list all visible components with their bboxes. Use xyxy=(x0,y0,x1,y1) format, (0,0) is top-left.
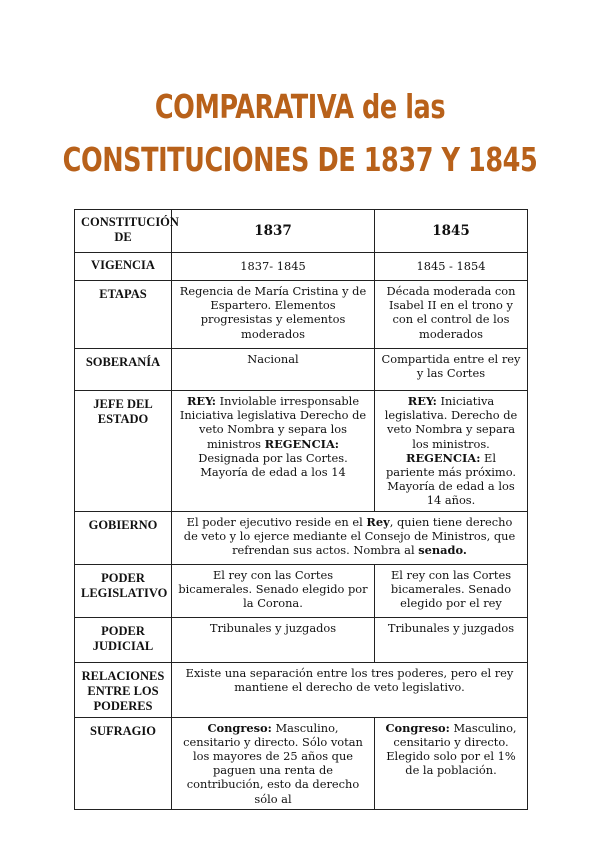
congreso-label: Congreso: xyxy=(385,720,450,735)
cell-legislativo-1845: El rey con las Cortes bicamerales. Senado elegido por el rey xyxy=(375,564,528,617)
cell-judicial-1837: Tribunales y juzgados xyxy=(172,617,375,662)
row-label-soberania: SOBERANÍA xyxy=(75,349,172,391)
cell-sufragio-1845 xyxy=(375,717,528,809)
sufragio-text-1845: Masculino, censitario y directo. Elegido solo por el 1% de la población. xyxy=(386,720,517,778)
comparison-table xyxy=(74,209,528,810)
column-header-1837: 1837 xyxy=(172,210,375,253)
table-row xyxy=(75,662,528,717)
regencia-label: REGENCIA: xyxy=(264,436,340,451)
row-label-etapas: ETAPAS xyxy=(75,281,172,349)
rey-powers-1837: Inviolable irresponsable Iniciativa legislativa Derecho de veto Nombra y separa los ministros xyxy=(179,394,367,451)
row-label-constitucion: CONSTITUCIÓN DE xyxy=(75,210,172,253)
table-row xyxy=(75,391,528,512)
title-line-1: COMPARATIVA de las xyxy=(154,87,446,126)
column-header-1845: 1845 xyxy=(375,210,528,253)
regencia-text-1845: El pariente más próximo. Mayoría de edad a los 14 años. xyxy=(386,450,516,508)
cell-sufragio-1837 xyxy=(172,717,375,809)
row-label-jefe-del-estado: JEFE DEL ESTADO xyxy=(75,391,172,512)
rey-powers-1845: Iniciativa legislativa. Derecho de veto Nombra y separa los ministros. xyxy=(384,394,518,451)
row-label-poder-judicial: PODER JUDICIAL xyxy=(75,617,172,662)
cell-etapas-1845: Década moderada con Isabel II en el trono y con el control de los moderados xyxy=(375,281,528,349)
table-row xyxy=(75,564,528,617)
cell-judicial-1845: Tribunales y juzgados xyxy=(375,617,528,662)
table-row xyxy=(75,511,528,564)
congreso-label: Congreso: xyxy=(207,720,272,735)
row-label-sufragio: SUFRAGIO xyxy=(75,717,172,809)
row-label-relaciones: RELACIONES ENTRE LOS PODERES xyxy=(75,662,172,717)
cell-relaciones: Existe una separación entre los tres poderes, pero el rey mantiene el derecho de veto legislativo. xyxy=(172,662,528,717)
table-row xyxy=(75,253,528,281)
table-row xyxy=(75,349,528,391)
cell-legislativo-1837: El rey con las Cortes bicamerales. Senado elegido por la Corona. xyxy=(172,564,375,617)
cell-gobierno: El poder ejecutivo reside en el Rey, quien tiene derecho de veto y lo ejerce mediante el Consejo de Ministros, que refrendan sus actos. Nombra al senado. xyxy=(172,511,528,564)
rey-label: REY: xyxy=(186,394,217,408)
row-label-poder-legislativo: PODER LEGISLATIVO xyxy=(75,564,172,617)
title-line-2: CONSTITUCIONES DE 1837 Y 1845 xyxy=(62,140,538,179)
table-row xyxy=(75,281,528,349)
cell-vigencia-1837: 1837- 1845 xyxy=(172,253,375,281)
table-row xyxy=(75,210,528,253)
cell-jefe-1845 xyxy=(375,391,528,512)
cell-vigencia-1845: 1845 - 1854 xyxy=(375,253,528,281)
cell-etapas-1837: Regencia de María Cristina y de Espartero. Elementos progresistas y elementos moderados xyxy=(172,281,375,349)
regencia-label: REGENCIA: xyxy=(406,450,481,465)
cell-soberania-1837: Nacional xyxy=(172,349,375,391)
cell-soberania-1845: Compartida entre el rey y las Cortes xyxy=(375,349,528,391)
rey-label: REY: xyxy=(407,394,437,408)
table-row xyxy=(75,617,528,662)
row-label-gobierno: GOBIERNO xyxy=(75,511,172,564)
table-row xyxy=(75,717,528,809)
page-title xyxy=(0,80,600,186)
cell-jefe-1837 xyxy=(172,391,375,512)
row-label-vigencia: VIGENCIA xyxy=(75,253,172,281)
sufragio-text-1837: Masculino, censitario y directo. Sólo votan los mayores de 25 años que paguen una renta de contribución, esto da derecho sólo al xyxy=(183,720,363,806)
regencia-text-1837: Designada por las Cortes. Mayoría de edad a los 14 xyxy=(198,450,348,480)
